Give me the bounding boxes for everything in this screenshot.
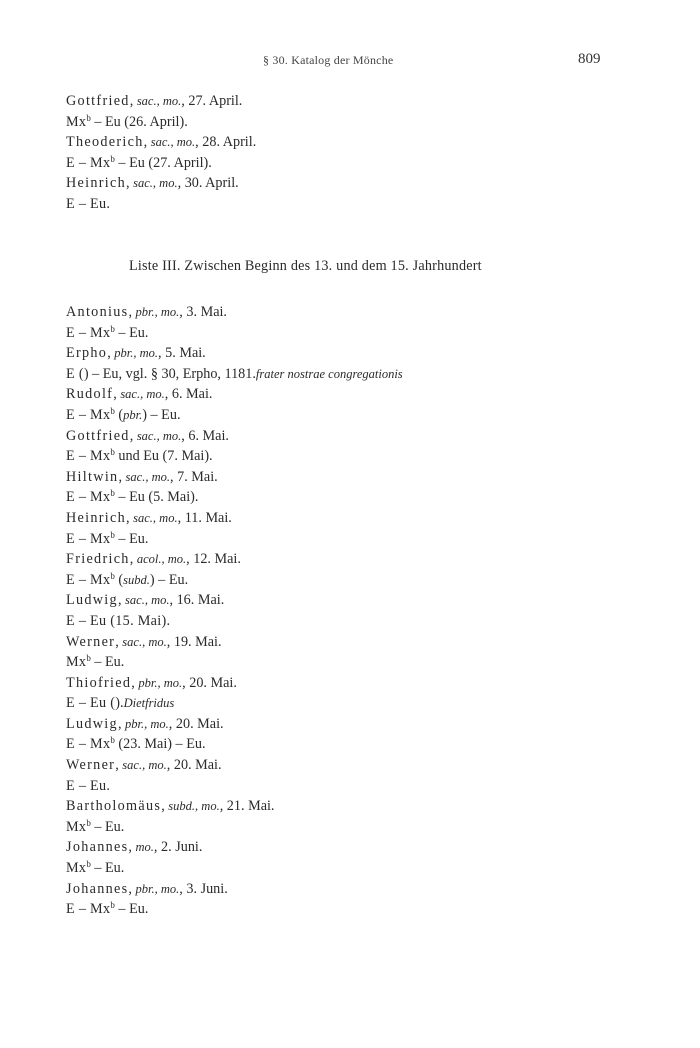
monk-entry <box>66 632 666 653</box>
source-line <box>66 652 666 673</box>
monk-name: Johannes <box>66 880 129 897</box>
separator: , <box>115 633 123 650</box>
superscript: b <box>110 447 115 458</box>
monk-entry <box>66 426 666 447</box>
source-line <box>66 734 666 755</box>
monk-entry <box>66 714 666 735</box>
source-sigla: E – Mx <box>66 530 111 547</box>
monk-name: Werner <box>66 633 116 650</box>
monk-name: Heinrich <box>66 509 127 526</box>
source-line <box>66 153 666 174</box>
title-abbreviation: pbr., mo. <box>125 716 169 731</box>
monk-name: Ludwig <box>66 715 118 732</box>
monk-entry <box>66 879 666 900</box>
source-sigla: E – Mx <box>66 901 111 918</box>
source-sigla: E – Eu. <box>66 777 111 794</box>
separator: , <box>161 798 169 815</box>
superscript: b <box>110 735 115 746</box>
monk-name: Heinrich <box>66 175 127 192</box>
separator: , <box>128 304 136 320</box>
monk-name: Gottfried <box>66 427 130 444</box>
monk-name: Hiltwin <box>66 468 119 485</box>
source-text: ). <box>115 695 124 712</box>
source-note: Dietfridus <box>123 696 175 711</box>
source-note: frater nostrae congregationis <box>255 366 403 381</box>
title-abbreviation: sac., mo. <box>122 758 167 773</box>
separator: , <box>126 509 134 526</box>
source-text: – Eu (27. April). <box>114 154 212 171</box>
source-sigla: Mx <box>66 654 87 671</box>
source-sigla: E ( <box>66 365 84 382</box>
separator: , <box>128 839 136 856</box>
obit-date: , 20. Mai. <box>182 674 237 691</box>
obit-date: , 3. Mai. <box>179 304 227 320</box>
title-abbreviation: acol., mo. <box>136 552 187 567</box>
monk-name: Johannes <box>66 839 129 856</box>
superscript: b <box>110 529 115 540</box>
source-sigla: E – Eu. <box>66 195 111 212</box>
source-sigla: Mx <box>66 113 87 130</box>
running-header <box>0 52 700 72</box>
monk-entry <box>66 755 666 776</box>
source-text: – Eu (26. April). <box>90 113 188 130</box>
separator: , <box>126 175 134 192</box>
page-number: 809 <box>578 51 601 67</box>
monk-entry <box>66 467 666 488</box>
superscript: b <box>110 570 115 581</box>
obit-date: , 6. Mai. <box>181 427 229 444</box>
source-line <box>66 487 666 508</box>
separator: , <box>128 880 136 897</box>
running-title: § 30. Katalog der Mönche <box>263 53 394 67</box>
monk-name: Theoderich <box>66 134 144 151</box>
monk-name: Ludwig <box>66 592 118 609</box>
source-line <box>66 693 666 714</box>
source-line <box>66 817 666 838</box>
monk-entry <box>66 384 666 405</box>
separator: , <box>118 468 126 485</box>
source-line <box>66 529 666 550</box>
source-sigla: E – Mx <box>66 154 111 171</box>
source-text: – Eu. <box>90 654 125 671</box>
source-line <box>66 323 666 344</box>
separator: , <box>131 674 139 691</box>
title-abbreviation: sac., mo. <box>120 387 165 402</box>
source-sigla: E – Eu (15. Mai). <box>66 612 171 629</box>
source-text: – Eu. <box>114 901 149 918</box>
monk-entry <box>66 91 666 112</box>
source-text: – Eu (5. Mai). <box>114 489 199 506</box>
source-text: ) – Eu, vgl. § 30, Erpho, 1181. <box>83 365 256 382</box>
superscript: b <box>110 405 115 416</box>
title-abbreviation: pbr., mo. <box>114 346 159 361</box>
source-line <box>66 112 666 133</box>
source-sigla: Mx <box>66 818 87 835</box>
superscript: b <box>110 900 115 911</box>
title-abbreviation: pbr., mo. <box>138 675 183 690</box>
title-abbreviation: sac., mo. <box>133 176 178 191</box>
superscript: b <box>110 488 115 499</box>
source-sigla: E – Mx <box>66 489 111 506</box>
separator: , <box>129 93 137 109</box>
monk-entry <box>66 590 666 611</box>
monk-name: Rudolf <box>66 386 114 403</box>
source-line <box>66 446 666 467</box>
source-sigla: E – Mx <box>66 324 111 341</box>
list-heading: Liste III. Zwischen Beginn des 13. und dem 15. Jahrhundert <box>129 258 482 274</box>
source-text: und Eu (7. Mai). <box>114 448 213 465</box>
title-abbreviation: sac., mo. <box>150 135 196 150</box>
title-abbreviation: pbr., mo. <box>135 305 180 319</box>
obit-date: , 11. Mai. <box>177 509 232 526</box>
separator: , <box>117 592 126 609</box>
obit-date: , 20. Mai. <box>168 715 224 732</box>
monk-name: Antonius <box>66 304 129 320</box>
obit-date: , 30. April. <box>177 175 239 192</box>
monk-name: Bartholomäus <box>66 798 162 815</box>
separator: , <box>113 386 121 403</box>
monk-entry <box>66 796 666 817</box>
source-note: subd. <box>123 572 150 587</box>
title-abbreviation: sac., mo. <box>136 428 182 443</box>
source-sigla: E – Mx <box>66 448 111 465</box>
monk-entry <box>66 132 666 153</box>
source-sigla: E – Eu ( <box>66 695 116 712</box>
monk-entry <box>66 673 666 694</box>
title-abbreviation: subd., mo. <box>168 799 220 814</box>
obit-date: , 2. Juni. <box>153 839 203 856</box>
superscript: b <box>86 112 91 123</box>
source-line <box>66 570 666 591</box>
obit-date: , 3. Juni. <box>179 880 228 897</box>
title-abbreviation: sac., mo. <box>136 94 182 108</box>
superscript: b <box>86 653 91 664</box>
obit-date: , 6. Mai. <box>164 386 213 403</box>
source-line <box>66 405 666 426</box>
source-text: ( <box>114 406 124 423</box>
monk-entry <box>66 549 666 570</box>
separator: , <box>107 345 115 362</box>
source-text: (23. Mai) – Eu. <box>114 736 206 753</box>
monk-name: Thiofried <box>66 674 132 691</box>
obit-date: , 5. Mai. <box>158 345 206 362</box>
monk-name: Werner <box>66 757 116 774</box>
monk-name: Erpho <box>66 345 108 362</box>
source-text: – Eu. <box>90 860 125 877</box>
superscript: b <box>110 153 115 164</box>
source-line <box>66 611 666 632</box>
source-text: ) – Eu. <box>149 571 189 588</box>
obit-date: , 27. April. <box>181 93 243 109</box>
source-text: ) – Eu. <box>142 406 181 423</box>
separator: , <box>117 715 126 732</box>
obit-date: , 7. Mai. <box>170 468 218 485</box>
separator: , <box>129 551 137 568</box>
separator: , <box>129 427 137 444</box>
monk-entry <box>66 302 666 323</box>
separator: , <box>115 757 123 774</box>
source-line <box>66 858 666 879</box>
superscript: b <box>110 323 115 334</box>
monk-entry <box>66 508 666 529</box>
source-text: – Eu. <box>114 530 149 547</box>
source-line <box>66 364 666 385</box>
source-sigla: E – Mx <box>66 571 111 588</box>
obit-date: , 28. April. <box>195 134 257 151</box>
title-abbreviation: sac., mo. <box>125 469 170 484</box>
separator: , <box>143 134 151 151</box>
monk-name: Gottfried <box>66 93 130 109</box>
obit-date: , 20. Mai. <box>166 757 222 774</box>
monk-entry <box>66 837 666 858</box>
superscript: b <box>86 859 91 870</box>
source-text: ( <box>114 571 124 588</box>
catalog-entries-continued <box>66 91 666 215</box>
title-abbreviation: sac., mo. <box>125 593 170 608</box>
obit-date: , 12. Mai. <box>186 551 241 568</box>
title-abbreviation: pbr., mo. <box>135 881 180 896</box>
source-note: pbr. <box>123 407 143 422</box>
title-abbreviation: mo. <box>135 840 154 855</box>
monk-entry <box>66 173 666 194</box>
source-sigla: E – Mx <box>66 736 111 753</box>
source-line <box>66 194 666 215</box>
source-line <box>66 899 666 920</box>
source-line <box>66 776 666 797</box>
obit-date: , 19. Mai. <box>166 633 222 650</box>
obit-date: , 21. Mai. <box>219 798 275 815</box>
catalog-entries-list-iii <box>66 302 666 920</box>
source-sigla: E – Mx <box>66 406 111 423</box>
source-text: – Eu. <box>114 324 149 341</box>
superscript: b <box>86 817 91 828</box>
obit-date: , 16. Mai. <box>169 592 225 609</box>
source-text: – Eu. <box>90 818 125 835</box>
monk-entry <box>66 343 666 364</box>
title-abbreviation: sac., mo. <box>122 634 167 649</box>
title-abbreviation: sac., mo. <box>133 510 178 525</box>
source-sigla: Mx <box>66 860 87 877</box>
monk-name: Friedrich <box>66 551 130 568</box>
